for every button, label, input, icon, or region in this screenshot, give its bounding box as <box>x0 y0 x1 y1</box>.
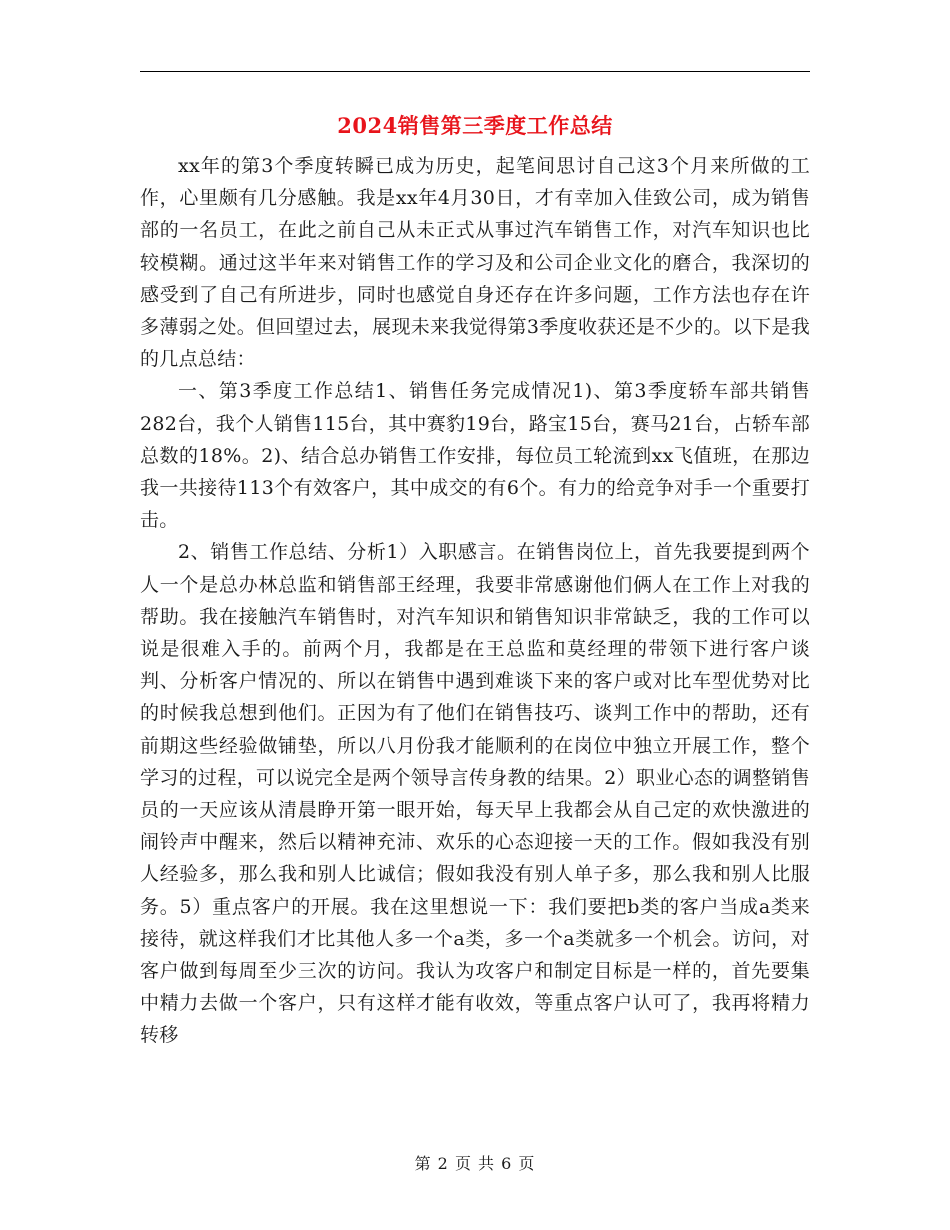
document-title: 2024销售第三季度工作总结 <box>337 113 613 138</box>
paragraph-intro: xx年的第3个季度转瞬已成为历史，起笔间思讨自己这3个月来所做的工作，心里颇有几分感触。我是xx年4月30日，才有幸加入佳致公司，成为销售部的一名员工，在此之前自己从未正式从事过汽车销售工作，对汽车知识也比较模糊。通过这半年来对销售工作的学习及和公司企业文化的磨合，我深切的感受到了自己有所进步，同时也感觉自身还存在许多问题，工作方法也存在许多薄弱之处。但回望过去，展现未来我觉得第3季度收获还是不少的。以下是我的几点总结： <box>140 155 810 371</box>
page-number: 第 2 页 共 6 页 <box>414 1154 536 1173</box>
page-footer <box>0 1152 950 1176</box>
document-body <box>140 150 810 1052</box>
paragraph-sales-results: 一、第3季度工作总结1、销售任务完成情况1)、第3季度轿车部共销售282台，我个人销售115台，其中赛豹19台，路宝15台，赛马21台，占轿车部总数的18%。2)、结合总办销售工作安排，每位员工轮流到xx飞值班，在那边我一共接待113个有效客户，其中成交的有6个。有力的给竞争对手一个重要打击。 <box>140 380 810 532</box>
paragraph-sales-analysis: 2、销售工作总结、分析1）入职感言。在销售岗位上，首先我要提到两个人一个是总办林总监和销售部王经理，我要非常感谢他们俩人在工作上对我的帮助。我在接触汽车销售时，对汽车知识和销售知识非常缺乏，我的工作可以说是很难入手的。前两个月，我都是在王总监和莫经理的带领下进行客户谈判、分析客户情况的、所以在销售中遇到难谈下来的客户或对比车型优势对比的时候我总想到他们。正因为有了他们在销售技巧、谈判工作中的帮助，还有前期这些经验做铺垫，所以八月份我才能顺利的在岗位中独立开展工作，整个学习的过程，可以说完全是两个领导言传身教的结果。2）职业心态的调整销售员的一天应该从清晨睁开第一眼开始，每天早上我都会从自己定的欢快激进的闹铃声中醒来，然后以精神充沛、欢乐的心态迎接一天的工作。假如我没有别人经验多，那么我和别人比诚信；假如我没有别人单子多，那么我和别人比服务。5）重点客户的开展。我在这里想说一下：我们要把b类的客户当成a类来接待，就这样我们才比其他人多一个a类，多一个a类就多一个机会。访问，对客户做到每周至少三次的访问。我认为攻客户和制定目标是一样的，首先要集中精力去做一个客户，只有这样才能有收效，等重点客户认可了，我再将精力转移 <box>140 541 810 1047</box>
header-rule <box>140 71 810 72</box>
